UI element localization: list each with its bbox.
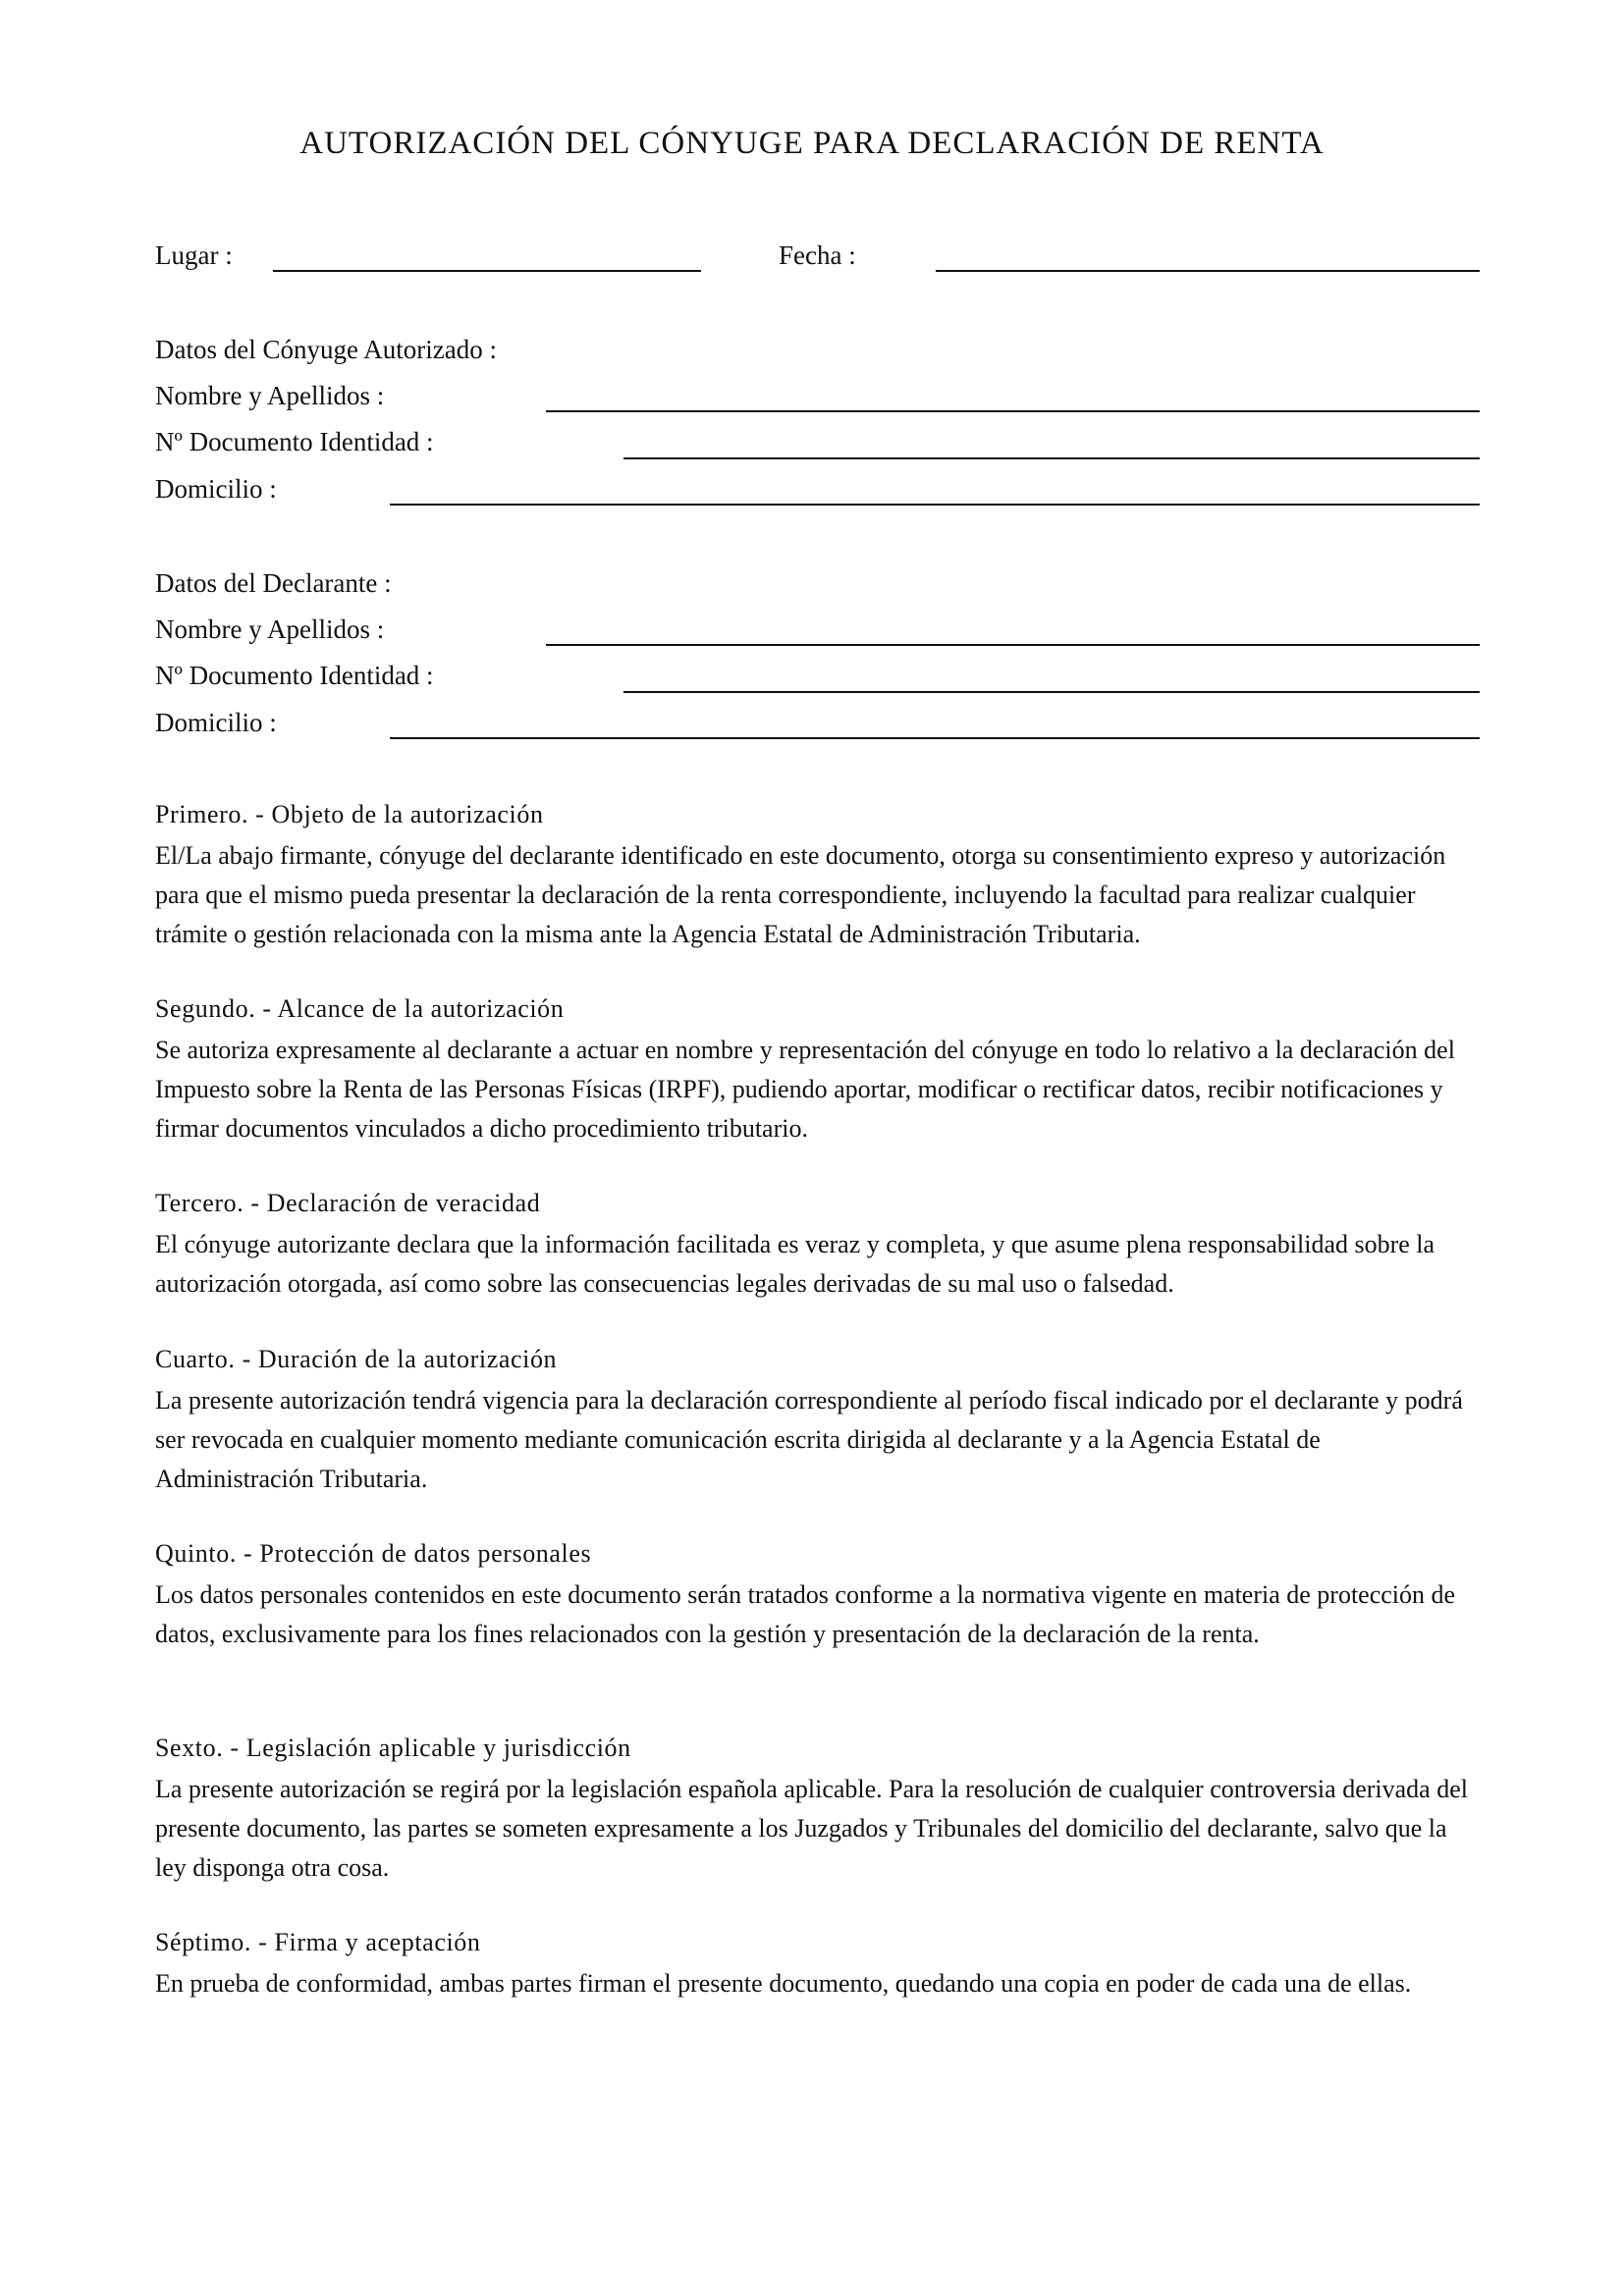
clause-quinto <box>155 1538 1481 1654</box>
clause-body: Los datos personales contenidos en este documento serán tratados conforme a la normativa vigente en materia de protección de datos, exclusivamente para los fines relacionados con la gestión y presentación de la declaración de la renta. <box>155 1580 1456 1648</box>
spouse-address-label: Domicilio : <box>155 474 277 504</box>
clause-tercero <box>155 1188 1481 1304</box>
clause-body: Se autoriza expresamente al declarante a actuar en nombre y representación del cónyuge en todo lo relativo a la declaración del Impuesto sobre la Renta de las Personas Físicas (IRPF), pudiendo aportar, modificar o rectificar datos, recibir notificaciones y firmar documentos vinculados a dicho procedimiento tributario. <box>155 1036 1455 1143</box>
clause-heading: Cuarto. - Duración de la autorización <box>155 1345 558 1373</box>
spouse-name-label: Nombre y Apellidos : <box>155 381 385 410</box>
lugar-label: Lugar : <box>155 240 233 270</box>
spouse-name-field[interactable] <box>546 410 1480 412</box>
spouse-id-field[interactable] <box>623 457 1480 459</box>
clause-heading: Segundo. - Alcance de la autorización <box>155 994 565 1023</box>
clause-body: La presente autorización se regirá por la legislación española aplicable. Para la resolución de cualquier controversia derivada del presente documento, las partes se someten expresamente a los Juzgados y Tribunales del domicilio del declarante, salvo que la ley disponga otra cosa. <box>155 1775 1468 1882</box>
clause-primero <box>155 799 1481 954</box>
clause-septimo <box>155 1927 1481 2003</box>
declarant-address-field[interactable] <box>390 737 1480 739</box>
fecha-label: Fecha : <box>779 240 856 270</box>
clause-sexto <box>155 1733 1481 1888</box>
clause-segundo <box>155 993 1481 1148</box>
declarant-id-label: Nº Documento Identidad : <box>155 661 434 690</box>
clause-cuarto <box>155 1344 1481 1499</box>
clause-body: El/La abajo firmante, cónyuge del declarante identificado en este documento, otorga su consentimiento expreso y autorización para que el mismo pueda presentar la declaración de la renta correspondiente, incluyendo la facultad para realizar cualquier trámite o gestión relacionada con la misma ante la Agencia Estatal de Administración Tributaria. <box>155 841 1446 948</box>
clause-heading: Primero. - Objeto de la autorización <box>155 800 544 828</box>
clause-heading: Tercero. - Declaración de veracidad <box>155 1189 541 1217</box>
lugar-field[interactable] <box>273 270 701 272</box>
clause-heading: Quinto. - Protección de datos personales <box>155 1539 592 1568</box>
declarant-name-field[interactable] <box>546 644 1480 646</box>
declarant-name-label: Nombre y Apellidos : <box>155 614 385 644</box>
document-title: AUTORIZACIÓN DEL CÓNYUGE PARA DECLARACIÓN DE RENTA <box>299 126 1325 161</box>
clause-heading: Sexto. - Legislación aplicable y jurisdicción <box>155 1734 631 1762</box>
clause-body: La presente autorización tendrá vigencia para la declaración correspondiente al período fiscal indicado por el declarante y podrá ser revocada en cualquier momento mediante comunicación escrita dirigida al declarante y a la Agencia Estatal de Administración Tributaria. <box>155 1386 1463 1493</box>
clause-body: En prueba de conformidad, ambas partes firman el presente documento, quedando una copia en poder de cada una de ellas. <box>155 1969 1412 1998</box>
declarant-id-field[interactable] <box>623 691 1480 693</box>
spouse-id-label: Nº Documento Identidad : <box>155 427 434 456</box>
declarant-address-label: Domicilio : <box>155 708 277 737</box>
declarant-section-heading: Datos del Declarante : <box>155 568 392 598</box>
clause-heading: Séptimo. - Firma y aceptación <box>155 1928 481 1956</box>
spouse-section-heading: Datos del Cónyuge Autorizado : <box>155 335 497 364</box>
fecha-field[interactable] <box>936 270 1480 272</box>
clause-body: El cónyuge autorizante declara que la información facilitada es veraz y completa, y que asume plena responsabilidad sobre la autorización otorgada, así como sobre las consecuencias legales derivadas de su mal uso o falsedad. <box>155 1230 1435 1298</box>
spouse-address-field[interactable] <box>390 504 1480 506</box>
